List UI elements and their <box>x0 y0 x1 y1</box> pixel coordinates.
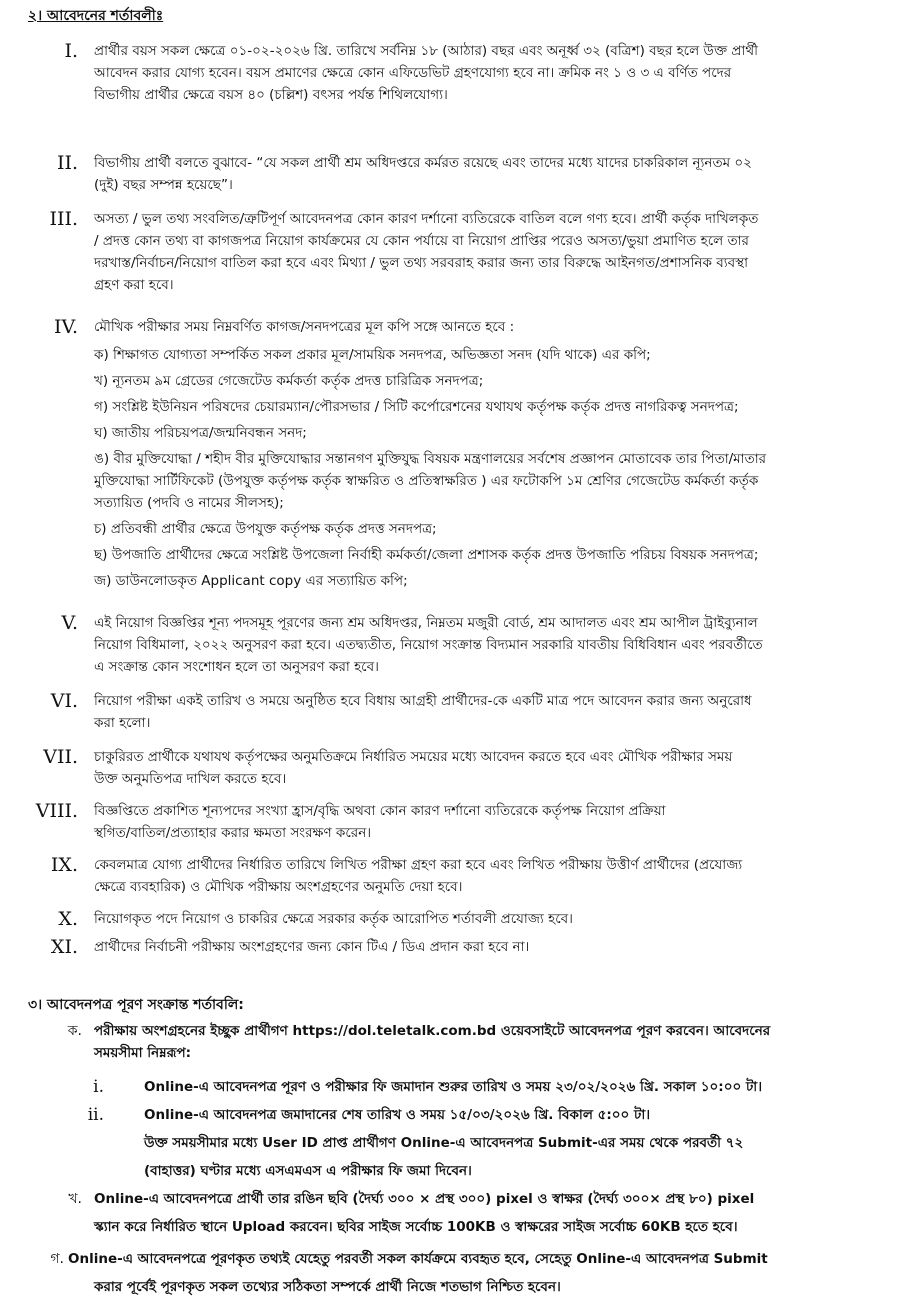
item-number: VII. <box>43 746 78 768</box>
item-number: XI. <box>50 936 78 958</box>
text-line: নিয়োগকৃত পদে নিয়োগ ও চাকরির ক্ষেত্রে সরকার কর্তৃক আরোপিত শর্তাবলী প্রযোজ্য হবে। <box>94 911 573 927</box>
text-line: চাকুরিরত প্রার্থীকে যথাযথ কর্তৃপক্ষের অনুমতিক্রমে নির্ধারিত সময়ের মধ্যে আবেদন করতে হবে এবং মৌখিক পরীক্ষার সময় <box>94 749 733 765</box>
text-line: সময়সীমা নিম্নরূপ: <box>94 1045 192 1061</box>
text-line: কেবলমাত্র যোগ্য প্রার্থীদের নির্ধারিত তারিখে লিখিত পরীক্ষা গ্রহণ করা হবে এবং লিখিত পরীক্ষায় উত্তীর্ণ প্রার্থীদের (প্রযোজ্য <box>94 857 743 873</box>
text-line: পরীক্ষায় অংশগ্রহনের ইচ্ছুক প্রার্থীগণ https://dol.teletalk.com.bd ওয়েবসাইটে আবেদনপত্র পূরণ করবেন। আবেদনের <box>94 1023 771 1039</box>
text-line: চ) প্রতিবন্ধী প্রার্থীর ক্ষেত্রে উপযুক্ত কর্তৃপক্ষ কর্তৃক প্রদত্ত সনদপত্র; <box>94 521 437 537</box>
text-line: (দুই) বছর সম্পন্ন হয়েছে”। <box>94 177 233 193</box>
text-line: উক্ত সময়সীমার মধ্যে User ID প্রাপ্ত প্রার্থীগণ Online-এ আবেদনপত্র Submit-এর সময় থেকে পরবর্তী ৭২ <box>144 1135 744 1151</box>
text-line: প্রার্থীর বয়স সকল ক্ষেত্রে ০১-০২-২০২৬ খ্রি. তারিখে সর্বনিম্ন ১৮ (আঠার) বছর এবং অনূর্ধ্ব ৩২ (বত্রিশ) বছর হলে উক্ত প্রার্থী <box>94 43 758 59</box>
text-line: আবেদন করার যোগ্য হবেন। বয়স প্রমাণের ক্ষেত্রে কোন এফিডেভিট গ্রহণযোগ্য হবে না। ক্রমিক নং ১ ও ৩ এ বর্ণিত পদের <box>94 65 732 81</box>
text-line: গ্রহণ করা হবে। <box>94 277 174 293</box>
item-text <box>94 936 866 958</box>
item-text <box>94 854 866 898</box>
text-line: প্রার্থীদের নির্বাচনী পরীক্ষায় অংশগ্রহণের জন্য কোন টিএ / ডিএ প্রদান করা হবে না। <box>94 939 530 955</box>
subitem-text <box>144 1076 874 1098</box>
text-line: / প্রদত্ত কোন তথ্য বা কাগজপত্র নিয়োগ কার্যক্রমের যে কোন পর্যায়ে বা নিয়োগ প্রাপ্তির পরেও অসত্য/ভুয়া প্রমাণিত হলে তার <box>94 233 749 249</box>
text-line: Online-এ আবেদনপত্রে প্রার্থী তার রঙিন ছবি (দৈর্ঘ্য ৩০০ × প্রস্থ ৩০০) pixel ও স্বাক্ষর (দৈর্ঘ্য ৩০০× প্রস্থ ৮০) pixel <box>94 1191 755 1207</box>
text-line: বিভাগীয় প্রার্থী বলতে বুঝাবে- “যে সকল প্রার্থী শ্রম অধিদপ্তরে কর্মরত রয়েছে এবং তাদের মধ্যে যাদের চাকরিকাল ন্যূনতম ০২ <box>94 155 752 171</box>
item-text <box>94 40 866 106</box>
text-line: গ) সংশ্লিষ্ট ইউনিয়ন পরিষদের চেয়ারম্যান/পৌরসভার / সিটি কর্পোরেশনের যথাযথ কর্তৃপক্ষ কর্তৃক প্রদত্ত নাগরিকত্ব সনদপত্র; <box>94 399 739 415</box>
text-line: স্ক্যান করে নির্ধারিত স্থানে Upload করবেন। ছবির সাইজ সর্বোচ্চ 100KB ও স্বাক্ষরের সাইজ সর্বোচ্চ 60KB হতে হবে। <box>94 1219 738 1235</box>
text-line: দরখাস্ত/নির্বাচন/নিয়োগ বাতিল করা হবে এবং মিথ্যা / ভুল তথ্য সরবরাহ করার জন্য তার বিরুদ্ধে আইনগত/প্রশাসনিক ব্যবস্থা <box>94 255 748 271</box>
item-text <box>94 316 866 592</box>
item-text <box>94 690 866 734</box>
text-line: ঙ) বীর মুক্তিযোদ্ধা / শহীদ বীর মুক্তিযোদ্ধার সন্তানগণ মুক্তিযুদ্ধ বিষয়ক মন্ত্রণালয়ের সর্বশেষ প্রজ্ঞাপন মোতাবেক তার পিতা/মাতার <box>94 451 767 467</box>
item-text <box>94 208 866 296</box>
item-text <box>94 800 866 844</box>
text-line: Online-এ আবেদনপত্রে পূরণকৃত তথ্যই যেহেতু পরবর্তী সকল কার্যক্রমে ব্যবহৃত হবে, সেহেতু Online-এ আবেদনপত্র Submit <box>68 1251 768 1267</box>
section-2-heading: ২। আবেদনের শর্তাবলীঃ <box>28 8 164 24</box>
text-line: ছ) উপজাতি প্রার্থীদের ক্ষেত্রে সংশ্লিষ্ট উপজেলা নির্বাহী কর্মকর্তা/জেলা প্রশাসক কর্তৃক প্রদত্ত উপজাতি পরিচয় বিষয়ক সনদপত্র; <box>94 547 759 563</box>
item-number: II. <box>56 152 78 174</box>
text-line: বিভাগীয় প্রার্থীর ক্ষেত্রে বয়স ৪০ (চল্লিশ) বৎসর পর্যন্ত শিথিলযোগ্য। <box>94 87 448 103</box>
text-line: উক্ত অনুমতিপত্র দাখিল করতে হবে। <box>94 771 287 787</box>
text-line: জ) ডাউনলোডকৃত Applicant copy এর সত্যায়িত কপি; <box>94 573 408 589</box>
item-number: গ. <box>50 1251 64 1267</box>
text-line: মুক্তিযোদ্ধা সার্টিফিকেট (উপযুক্ত কর্তৃপক্ষ কর্তৃক স্বাক্ষরিত ও প্রতিস্বাক্ষরিত ) এর ফটোকপি ১ম শ্রেণির গেজেটেড কর্মকর্তা কর্তৃক <box>94 473 759 489</box>
text-line: করার পূর্বেই পূরণকৃত সকল তথ্যের সঠিকতা সম্পর্কে প্রার্থী নিজে শতভাগ নিশ্চিত হবেন। <box>94 1279 561 1295</box>
section-3-heading: ৩। আবেদনপত্র পূরণ সংক্রান্ত শর্তাবলি: <box>28 997 244 1013</box>
item-number: খ. <box>68 1191 82 1207</box>
item-number: VIII. <box>35 800 78 822</box>
text-line: সত্যায়িত (পদবি ও নামের সীলসহ); <box>94 495 284 511</box>
item-text <box>68 1248 868 1298</box>
item-text <box>94 1188 866 1238</box>
item-number: VI. <box>50 690 78 712</box>
item-number: ক. <box>67 1023 82 1039</box>
text-line: স্থগিত/বাতিল/প্রত্যাহার করার ক্ষমতা সংরক্ষণ করেন। <box>94 825 372 841</box>
text-line: Online-এ আবেদনপত্র জমাদানের শেষ তারিখ ও সময় ১৫/০৩/২০২৬ খ্রি. বিকাল ৫:০০ টা। <box>144 1107 651 1123</box>
text-line: ঘ) জাতীয় পরিচয়পত্র/জন্মনিবন্ধন সনদ; <box>94 425 307 441</box>
item-text <box>94 152 866 196</box>
text-line: করা হলো। <box>94 715 151 731</box>
text-line: ক) শিক্ষাগত যোগ্যতা সম্পর্কিত সকল প্রকার মূল/সাময়িক সনদপত্র, অভিজ্ঞতা সনদ (যদি থাকে) এর কপি; <box>94 347 651 363</box>
subitem-number: i. <box>93 1077 104 1097</box>
item-number: IV. <box>54 316 78 338</box>
item-number: I. <box>64 40 78 62</box>
item-text <box>94 746 866 790</box>
text-line: খ) ন্যূনতম ৯ম গ্রেডের গেজেটেড কর্মকর্তা কর্তৃক প্রদত্ত চারিত্রিক সনদপত্র; <box>94 373 484 389</box>
item-number: V. <box>61 612 78 634</box>
text-line: নিয়োগ পরীক্ষা একই তারিখ ও সময়ে অনুষ্ঠিত হবে বিধায় আগ্রহী প্রার্থীদের-কে একটি মাত্র পদে আবেদন করার জন্য অনুরোধ <box>94 693 752 709</box>
text-line: অসত্য / ভুল তথ্য সংবলিত/ত্রুটিপূর্ণ আবেদনপত্র কোন কারণ দর্শানো ব্যতিরেকে বাতিল বলে গণ্য হবে। প্রার্থী কর্তৃক দাখিলকৃত <box>94 211 759 227</box>
text-line: বিজ্ঞপ্তিতে প্রকাশিত শূন্যপদের সংখ্যা হ্রাস/বৃদ্ধি অথবা কোন কারণ দর্শানো ব্যতিরেকে কর্তৃপক্ষ নিয়োগ প্রক্রিয়া <box>94 803 666 819</box>
item-number: IX. <box>50 854 78 876</box>
text-line: এ সংক্রান্ত কোন সংশোধন হলে তা অনুসরণ করা হবে। <box>94 659 379 675</box>
item-number: III. <box>49 208 78 230</box>
text-line: এই নিয়োগ বিজ্ঞপ্তির শূন্য পদসমূহ পূরণের জন্য শ্রম অধিদপ্তর, নিম্নতম মজুরী বোর্ড, শ্রম আদালত এবং শ্রম আপীল ট্রাইব্যুনাল <box>94 615 758 631</box>
text-line: Online-এ আবেদনপত্র পূরণ ও পরীক্ষার ফি জমাদান শুরুর তারিখ ও সময় ২৩/০২/২০২৬ খ্রি. সকাল ১০:০০ টা। <box>144 1079 763 1095</box>
subitem-text <box>144 1104 874 1182</box>
item-text <box>94 908 866 930</box>
text-line: (বাহাত্তর) ঘণ্টার মধ্যে এসএমএস এ পরীক্ষার ফি জমা দিবেন। <box>144 1163 472 1179</box>
item-text <box>94 612 866 678</box>
text-line: নিয়োগ বিধিমালা, ২০২২ অনুসরণ করা হবে। এতদ্ব্যতীত, নিয়োগ সংক্রান্ত বিদ্যমান সরকারি যাবতীয় বিধিবিধান এবং পরবর্তীতে <box>94 637 763 653</box>
text-line: ক্ষেত্রে ব্যবহারিক) ও মৌখিক পরীক্ষায় অংশগ্রহণের অনুমতি দেয়া হবে। <box>94 879 463 895</box>
item-number: X. <box>58 908 78 930</box>
text-line: মৌখিক পরীক্ষার সময় নিম্নবর্ণিত কাগজ/সনদপত্রের মূল কপি সঙ্গে আনতে হবে : <box>94 319 515 335</box>
subitem-number: ii. <box>87 1105 104 1125</box>
item-text <box>94 1020 866 1064</box>
